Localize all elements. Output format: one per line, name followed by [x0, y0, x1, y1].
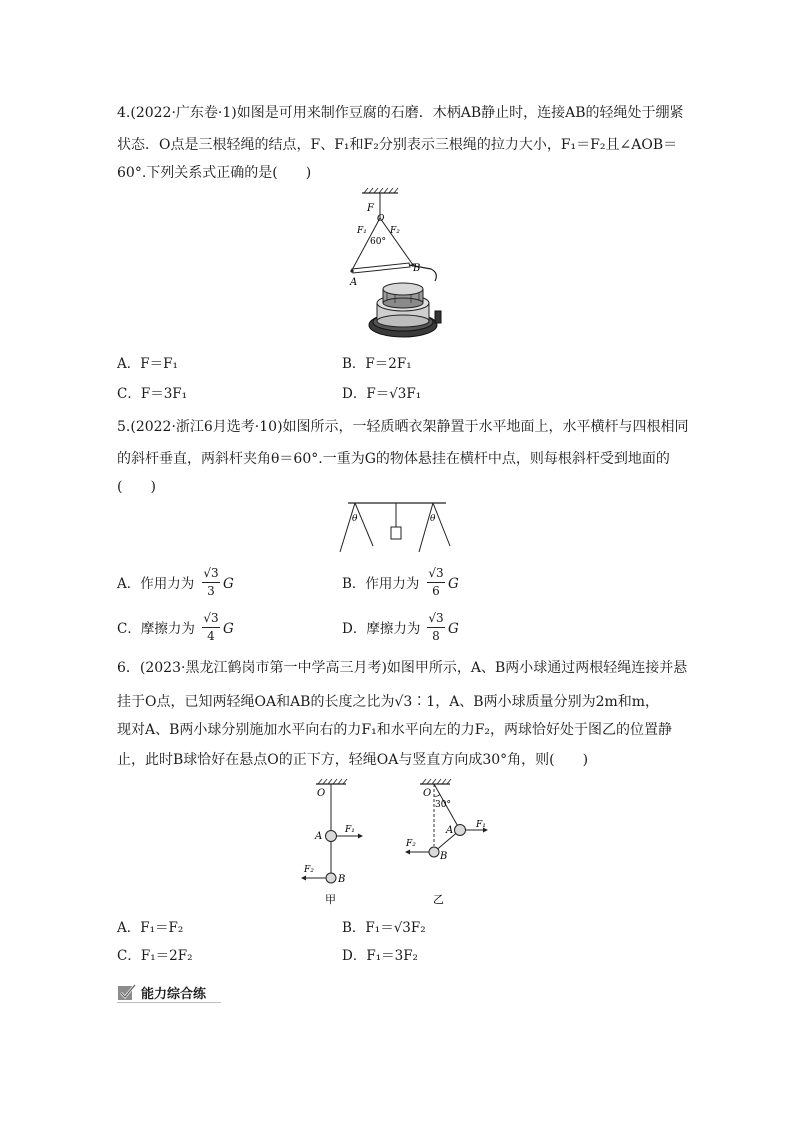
- q6-jia-label-F1: F₁: [345, 825, 355, 835]
- q6-jia-label-O: O: [317, 788, 326, 799]
- q6-option-d[interactable]: D．F₁＝3F₂: [342, 948, 418, 964]
- q5-stem-line3: ( ): [117, 479, 156, 495]
- q6-figure-yi: [400, 776, 495, 908]
- section-heading: [117, 982, 221, 1004]
- q5-option-d-prefix: D．摩擦力为: [342, 621, 421, 637]
- q5-option-a-prefix: A．作用力为: [117, 576, 195, 592]
- q4-label-O: O: [377, 214, 385, 224]
- q4-option-d[interactable]: D．F＝√3F₁: [342, 386, 422, 402]
- q6-yi-label-A: A: [446, 825, 454, 836]
- q6-figure-jia: [296, 776, 376, 908]
- q5-stem-line2: 的斜杆垂直，两斜杆夹角θ＝60°.一重为G的物体悬挂在横杆中点，则每根斜杆受到地面的: [117, 451, 670, 467]
- q4-label-F1: F₁: [357, 226, 367, 236]
- q4-option-c[interactable]: C．F＝3F₁: [117, 386, 188, 402]
- q6-jia-label-A: A: [315, 831, 323, 842]
- q6-stem-line4: 止，此时B球恰好在悬点O的正下方，轻绳OA与竖直方向成30°角，则( ): [117, 752, 589, 768]
- q6-caption-yi: 乙: [433, 893, 444, 906]
- q4-stem-line2: 状态．O点是三根轻绳的结点，F、F₁和F₂分别表示三根绳的拉力大小，F₁＝F₂且∠AOB＝: [117, 137, 678, 153]
- section-title: 能力综合练: [141, 987, 207, 1002]
- q4-stem-line1: 4.(2022·广东卷·1)如图是可用来制作豆腐的石磨．木柄AB静止时，连接AB的轻绳处于绷紧: [117, 105, 684, 121]
- q6-stem-line1: 6．(2023·黑龙江鹤岗市第一中学高三月考)如图甲所示，A、B两小球通过两根轻绳连接并悬: [117, 660, 688, 676]
- q6-yi-label-B: B: [440, 851, 448, 862]
- q6-jia-label-F2: F₂: [304, 865, 314, 875]
- q5-theta-right: θ: [430, 514, 436, 524]
- q5-option-c-den: 4: [207, 629, 215, 643]
- q6-stem-line2: 挂于O点，已知两轻绳OA和AB的长度之比为√3∶1，A、B两小球质量分别为2m和m，: [117, 694, 660, 710]
- q4-stone-mill-figure: [335, 185, 455, 345]
- q5-theta-left: θ: [352, 514, 358, 524]
- q4-option-b[interactable]: B．F＝2F₁: [342, 356, 412, 372]
- q4-stem-line3: 60°.下列关系式正确的是( ): [117, 165, 312, 181]
- q5-option-d-den: 8: [432, 629, 440, 643]
- q5-option-b-num: √3: [428, 566, 444, 580]
- q6-stem-line3: 现对A、B两小球分别施加水平向右的力F₁和水平向左的力F₂，两球恰好处于图乙的位置静: [117, 722, 673, 738]
- q5-option-c-prefix: C．摩擦力为: [117, 621, 195, 637]
- q4-label-F2: F₂: [390, 226, 400, 236]
- q6-yi-label-O: O: [423, 788, 432, 799]
- q4-option-a[interactable]: A．F＝F₁: [117, 356, 178, 372]
- q5-option-c-num: √3: [203, 611, 219, 625]
- q5-option-a-num: √3: [203, 566, 219, 580]
- q5-option-b-prefix: B．作用力为: [342, 576, 420, 592]
- q5-clothes-rack-figure: [335, 500, 460, 558]
- q5-option-c-suffix: G: [223, 621, 234, 637]
- q5-option-b-den: 6: [432, 584, 440, 598]
- q4-label-B: B: [413, 263, 421, 274]
- q4-label-F: F: [367, 203, 374, 214]
- q6-option-c[interactable]: C．F₁＝2F₂: [117, 948, 193, 964]
- q5-stem-line1: 5.(2022·浙江6月选考·10)如图所示，一轻质晒衣架静置于水平地面上，水平横杆与四根相同: [117, 419, 689, 435]
- q5-option-a-den: 3: [207, 584, 215, 598]
- q5-option-b-suffix: G: [448, 576, 459, 592]
- q5-option-d-num: √3: [428, 611, 444, 625]
- q6-caption-jia: 甲: [325, 893, 336, 906]
- q6-yi-label-F1: F₁: [476, 820, 486, 830]
- q4-label-angle: 60°: [370, 237, 386, 247]
- q6-yi-label-angle: 30°: [435, 800, 451, 810]
- q6-option-a[interactable]: A．F₁＝F₂: [117, 920, 184, 936]
- q5-option-d-suffix: G: [448, 621, 459, 637]
- q6-yi-label-F2: F₂: [406, 839, 416, 849]
- q4-label-A: A: [350, 277, 358, 288]
- q6-option-b[interactable]: B．F₁＝√3F₂: [342, 920, 426, 936]
- section-underline: [117, 1002, 221, 1003]
- q5-option-a-suffix: G: [223, 576, 234, 592]
- checkbox-check-icon: [117, 983, 137, 1001]
- q6-jia-label-B: B: [338, 874, 346, 885]
